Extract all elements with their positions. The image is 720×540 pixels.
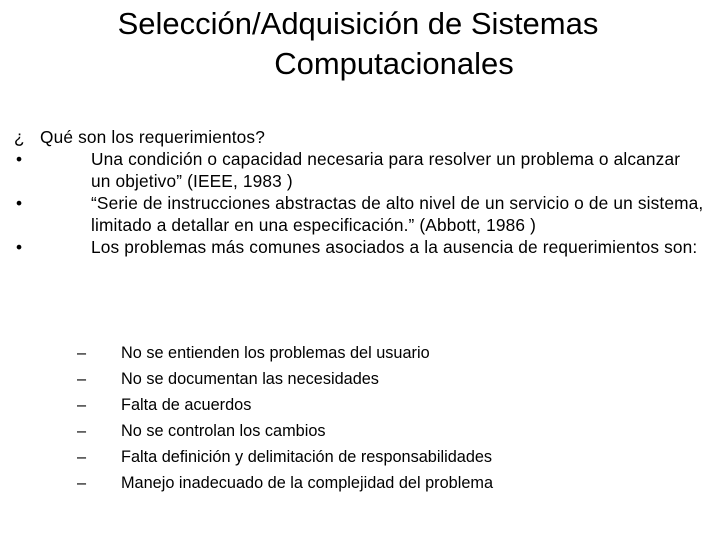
- slide-title-line-2: Computacionales: [274, 46, 514, 81]
- slide-title: [0, 4, 720, 84]
- dash-marker: –: [77, 422, 87, 440]
- question-marker: ¿: [14, 127, 25, 147]
- question-item: [14, 126, 704, 148]
- sub-item-text: No se documentan las necesidades: [121, 370, 379, 388]
- slide-title-line-1: Selección/Adquisición de Sistemas: [117, 6, 599, 41]
- sub-list-item: [77, 340, 493, 366]
- sub-list-item: [77, 392, 493, 418]
- sub-list: [77, 340, 493, 496]
- dash-marker: –: [77, 396, 87, 414]
- question-text: Qué son los requerimientos?: [40, 127, 265, 147]
- bullet-marker: •: [16, 237, 23, 257]
- sub-item-text: No se controlan los cambios: [121, 422, 326, 440]
- bullet-text: Una condición o capacidad necesaria para resolver un problema o alcanzar un objetivo” (IEEE, 1983 ): [91, 149, 681, 191]
- sub-list-item: [77, 366, 493, 392]
- sub-item-text: No se entienden los problemas del usuario: [121, 344, 430, 362]
- bullet-item-2: [14, 192, 704, 236]
- dash-marker: –: [77, 474, 87, 492]
- dash-marker: –: [77, 448, 87, 466]
- sub-item-text: Falta de acuerdos: [121, 396, 252, 414]
- sub-list-item: [77, 418, 493, 444]
- dash-marker: –: [77, 370, 87, 388]
- bullet-text: “Serie de instrucciones abstractas de alto nivel de un servicio o de un sistema, limitado a detallar en una especificación.” (Abbott, 1986 ): [91, 193, 704, 235]
- bullet-marker: •: [16, 149, 23, 169]
- bullet-marker: •: [16, 193, 23, 213]
- sub-item-text: Falta definición y delimitación de responsabilidades: [121, 448, 493, 466]
- bullet-text: Los problemas más comunes asociados a la ausencia de requerimientos son:: [91, 237, 698, 257]
- bullet-item-1: [14, 148, 704, 192]
- sub-item-text: Manejo inadecuado de la complejidad del problema: [121, 474, 494, 492]
- bullet-item-3: [14, 236, 704, 258]
- sub-list-item: [77, 444, 493, 470]
- slide-body: [14, 126, 704, 258]
- dash-marker: –: [77, 344, 87, 362]
- sub-list-item: [77, 470, 493, 496]
